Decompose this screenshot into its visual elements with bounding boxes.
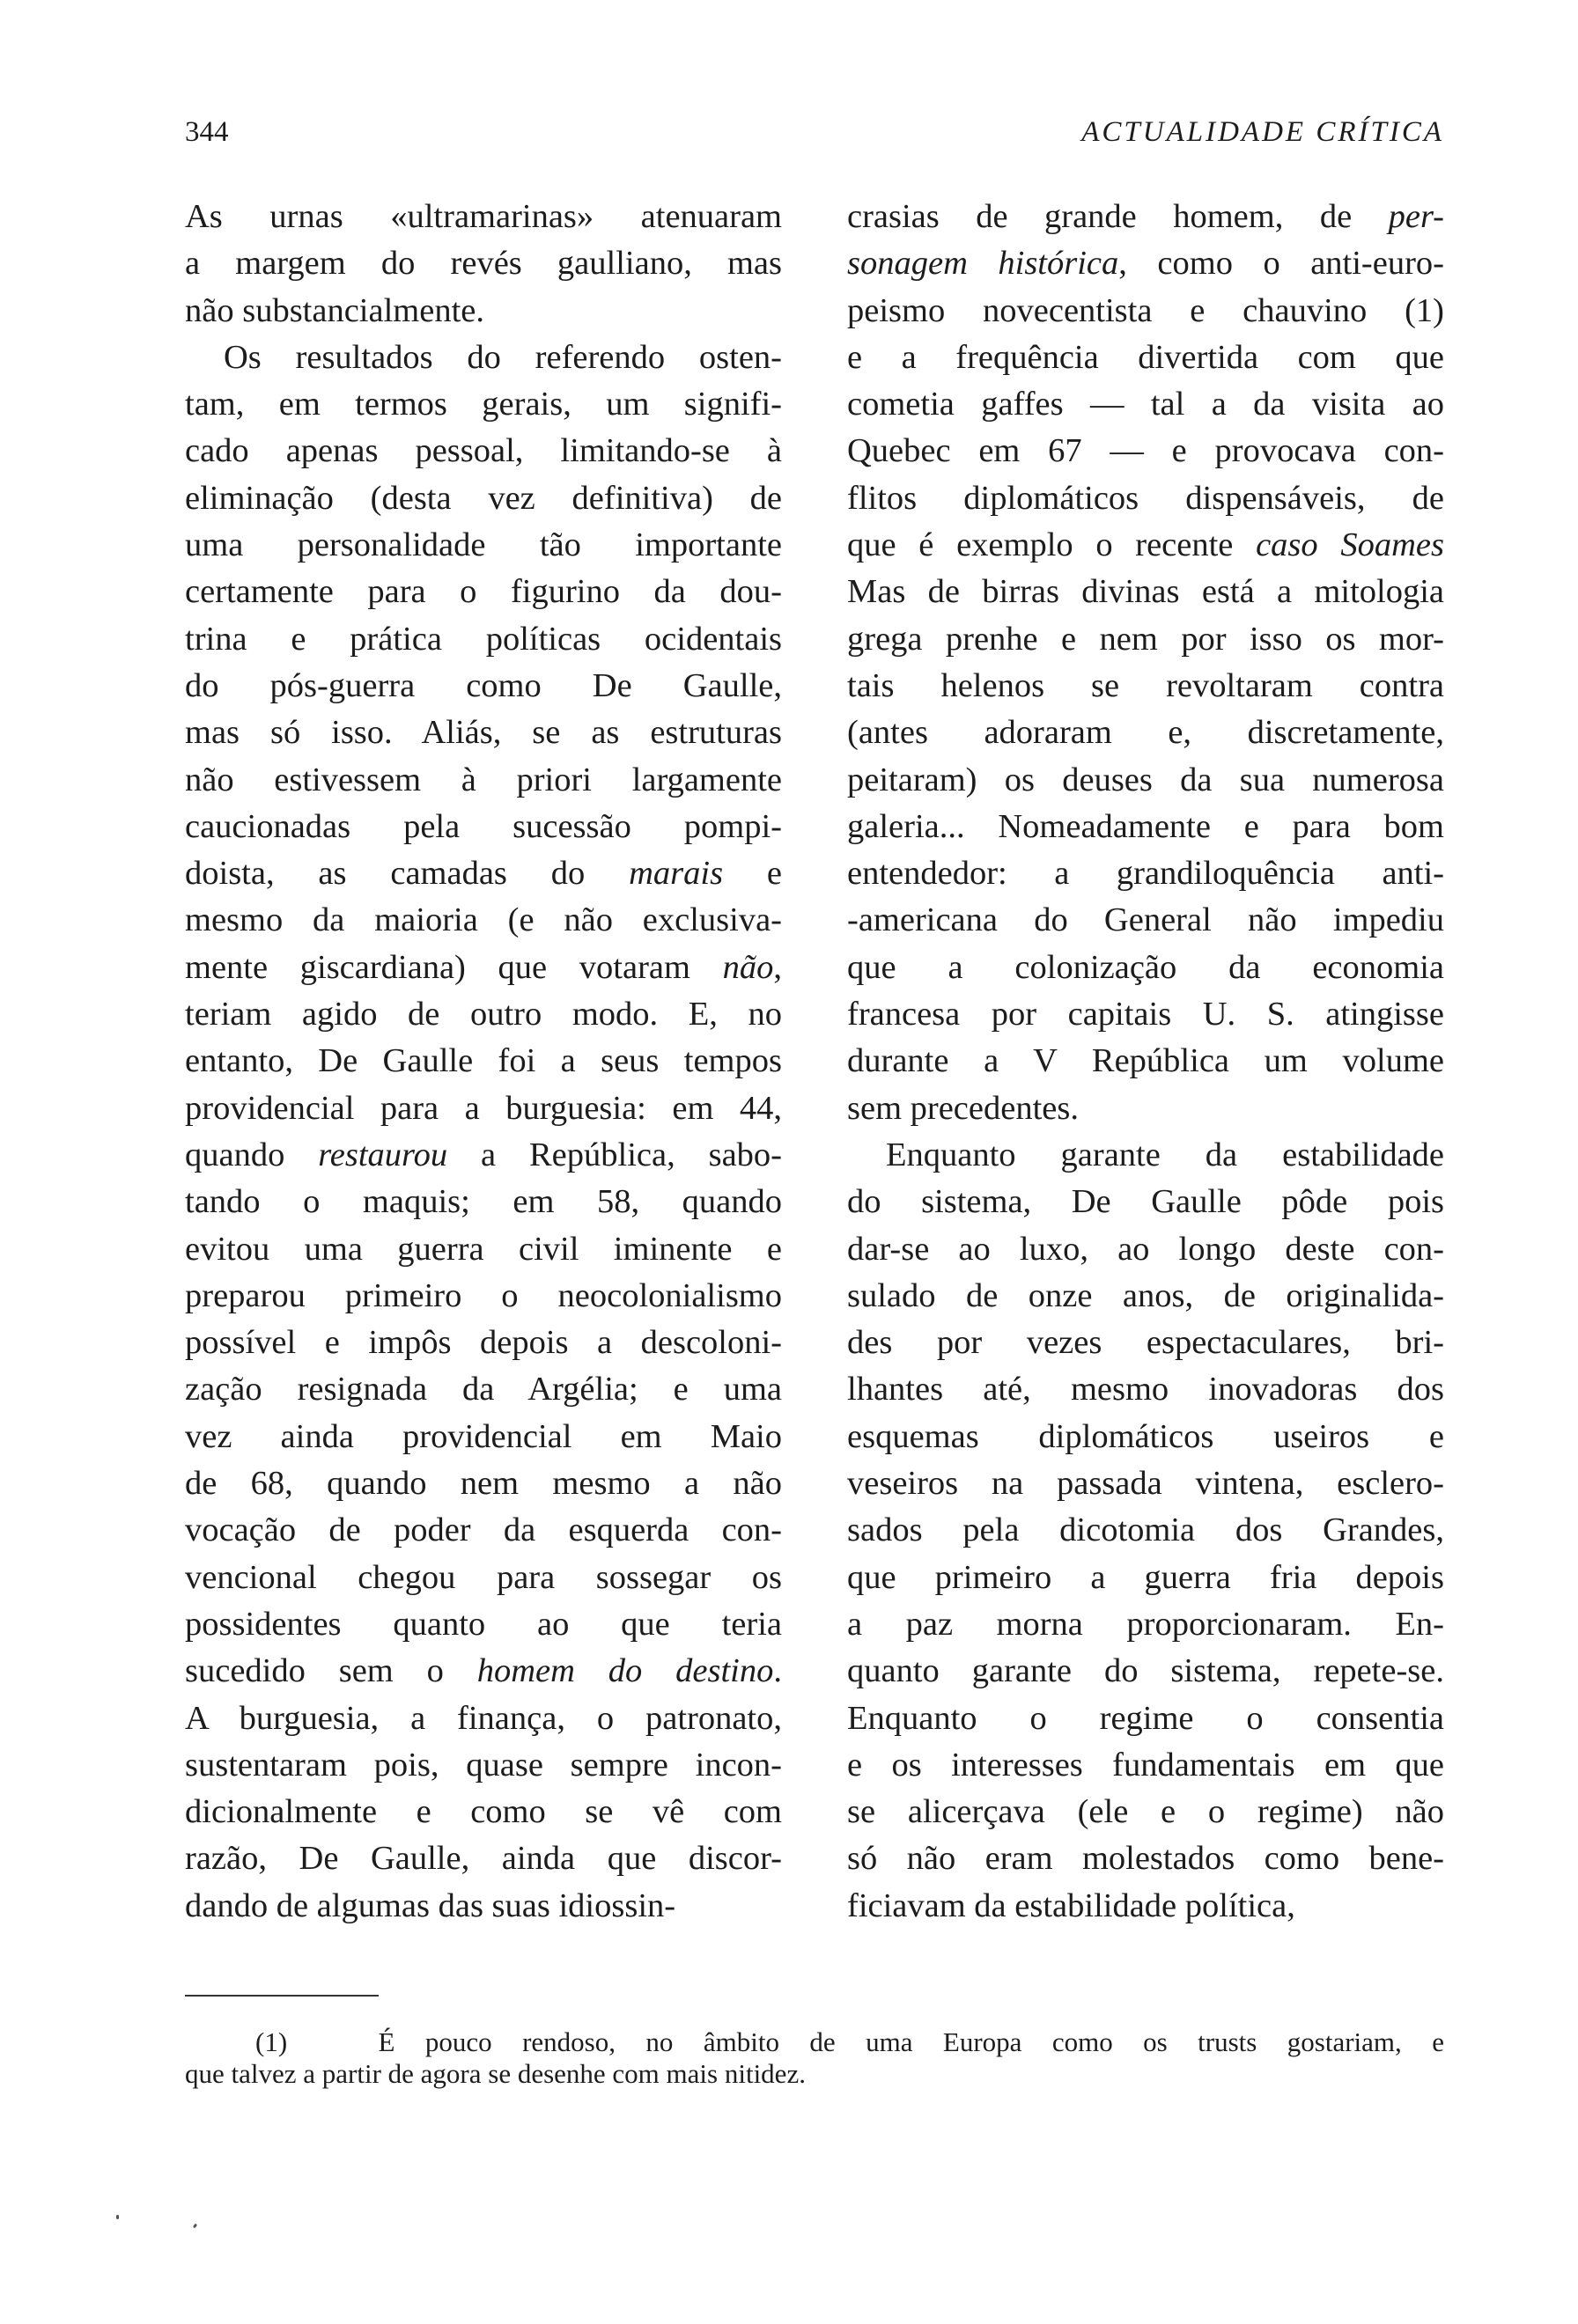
text-line (847, 288, 1444, 335)
text-run: esquemas diplomáticos useiros e (847, 1417, 1444, 1455)
print-speck (116, 2215, 119, 2219)
text-run: peismo novecentista e chauvino (1) (847, 291, 1444, 329)
text-line (185, 194, 782, 240)
text-line (847, 335, 1444, 381)
text-line (847, 1648, 1444, 1695)
text-line (185, 757, 782, 804)
text-line (185, 945, 782, 991)
footnote-text-1: É pouco rendoso, no âmbito de uma Europa como os trusts gostariam, e (378, 2026, 1444, 2057)
text-line (185, 1555, 782, 1601)
text-run: flitos diplomáticos dispensáveis, de (847, 479, 1444, 517)
text-line (185, 1179, 782, 1225)
text-run: quanto garante do sistema, repete-se. (847, 1652, 1444, 1690)
text-run: entanto, De Gaulle foi a seus tempos (185, 1042, 782, 1080)
text-run: As urnas «ultramarinas» atenuaram (185, 198, 782, 235)
text-run: peitaram) os deuses da sua numerosa (847, 761, 1444, 798)
text-run: cometia gaffes — tal a da visita ao (847, 386, 1444, 423)
text-run: quando (185, 1136, 319, 1173)
text-line (847, 1320, 1444, 1366)
text-line (847, 1132, 1444, 1179)
text-run: galeria... Nomeadamente e para bom (847, 807, 1444, 845)
text-run: ficiavam da estabilidade política, (847, 1886, 1295, 1924)
text-run: não estivessem à priori largamente (185, 761, 782, 798)
text-run: Enquanto garante da estabilidade (886, 1136, 1444, 1173)
text-line (847, 1179, 1444, 1225)
text-run: cado apenas pessoal, limitando-se à (185, 432, 782, 470)
text-line (185, 850, 782, 897)
text-line (185, 522, 782, 569)
text-line (847, 569, 1444, 615)
text-line (185, 710, 782, 756)
text-run: tais helenos se revoltaram contra (847, 666, 1444, 704)
text-line (847, 428, 1444, 474)
text-line (185, 1695, 782, 1742)
text-line (847, 1883, 1444, 1930)
text-line (847, 381, 1444, 428)
text-run: (antes adoraram e, discretamente, (847, 714, 1444, 752)
text-run: crasias de grande homem, de (847, 198, 1389, 235)
text-run: veseiros na passada vintena, esclero- (847, 1465, 1444, 1503)
text-run: , (773, 948, 782, 986)
text-line (185, 288, 782, 335)
text-line (185, 475, 782, 522)
text-line (847, 1273, 1444, 1320)
text-line (847, 1789, 1444, 1835)
text-run: vez ainda providencial em Maio (185, 1417, 782, 1455)
text-run: durante a V República um volume (847, 1042, 1444, 1080)
text-run: des por vezes espectaculares, bri- (847, 1324, 1444, 1362)
print-speck (193, 2224, 197, 2229)
text-line (185, 1507, 782, 1554)
text-line (847, 710, 1444, 756)
italic-phrase: caso Soames (1256, 526, 1444, 564)
text-line (847, 1226, 1444, 1273)
footnote-line-2: que talvez a partir de agora se desenhe com mais nitidez. (185, 2058, 806, 2089)
text-run: providencial para a burguesia: em 44, (185, 1089, 782, 1127)
text-line (185, 1883, 782, 1930)
left-text-column (185, 194, 782, 1930)
text-run: evitou uma guerra civil iminente e (185, 1230, 782, 1268)
text-line (185, 1132, 782, 1179)
running-head: ACTUALIDADE CRÍTICA (1081, 116, 1444, 148)
text-run: uma personalidade tão importante (185, 526, 782, 564)
text-run: sucedido sem o (185, 1652, 477, 1690)
text-run: Mas de birras divinas está a mitologia (847, 573, 1444, 611)
text-run: A burguesia, a finança, o patronato, (185, 1699, 782, 1737)
text-line (185, 1320, 782, 1366)
text-line (847, 804, 1444, 850)
text-run: vocação de poder da esquerda con- (185, 1511, 782, 1549)
text-run: francesa por capitais U. S. atingisse (847, 996, 1444, 1033)
text-run: sustentaram pois, quase sempre incon- (185, 1746, 782, 1783)
text-line (847, 1366, 1444, 1413)
footnote-line-1 (185, 2026, 1444, 2058)
text-line (185, 240, 782, 287)
text-run: mesmo da maioria (e não exclusiva- (185, 901, 782, 939)
text-run: não substancialmente. (185, 291, 484, 329)
text-line (185, 1273, 782, 1320)
text-line (847, 991, 1444, 1038)
text-line (847, 194, 1444, 240)
text-run: dicionalmente e como se vê com (185, 1793, 782, 1831)
italic-phrase: homem do destino (476, 1652, 774, 1690)
text-run: possível e impôs depois a descoloni- (185, 1324, 782, 1362)
text-line (185, 616, 782, 663)
text-run: e os interesses fundamentais em que (847, 1746, 1444, 1783)
text-line (847, 757, 1444, 804)
text-run: de 68, quando nem mesmo a não (185, 1465, 782, 1503)
footnote (185, 2026, 1444, 2090)
text-run: eliminação (desta vez definitiva) de (185, 479, 782, 517)
text-run: a margem do revés gaulliano, mas (185, 245, 782, 283)
text-run: possidentes quanto ao que teria (185, 1605, 782, 1643)
text-run: grega prenhe e nem por isso os mor- (847, 620, 1444, 658)
text-run: . (773, 1652, 782, 1690)
text-line (847, 1460, 1444, 1507)
text-line (847, 1695, 1444, 1742)
text-line (185, 1601, 782, 1648)
text-line (847, 1038, 1444, 1085)
text-run: que primeiro a guerra fria depois (847, 1558, 1444, 1596)
text-line (185, 1648, 782, 1695)
text-run: Os resultados do referendo osten- (224, 338, 782, 376)
text-line (847, 475, 1444, 522)
italic-phrase: não (722, 948, 774, 986)
text-run: e a frequência divertida com que (847, 338, 1444, 376)
text-run: vencional chegou para sossegar os (185, 1558, 782, 1596)
text-run: trina e prática políticas ocidentais (185, 620, 782, 658)
text-line (185, 1742, 782, 1789)
text-line (185, 1414, 782, 1460)
text-line (847, 663, 1444, 710)
text-run: razão, De Gaulle, ainda que discor- (185, 1840, 782, 1878)
page-number: 344 (185, 116, 229, 148)
page-header (185, 116, 1444, 157)
text-run: teriam agido de outro modo. E, no (185, 996, 782, 1033)
text-line (847, 240, 1444, 287)
text-line (185, 335, 782, 381)
text-run: sulado de onze anos, de originalida- (847, 1276, 1444, 1314)
text-run: lhantes até, mesmo inovadoras dos (847, 1371, 1444, 1408)
text-run: mas só isso. Aliás, se as estruturas (185, 714, 782, 752)
text-run: a República, sabo- (447, 1136, 782, 1173)
text-line (847, 1835, 1444, 1882)
text-run: sem precedentes. (847, 1089, 1079, 1127)
text-run: dar-se ao luxo, ao longo deste con- (847, 1230, 1444, 1268)
text-run: caucionadas pela sucessão pompi- (185, 807, 782, 845)
text-line (847, 897, 1444, 944)
text-line (847, 1414, 1444, 1460)
text-line (185, 991, 782, 1038)
text-line (847, 1507, 1444, 1554)
text-run: zação resignada da Argélia; e uma (185, 1371, 782, 1408)
text-run: Quebec em 67 — e provocava con- (847, 432, 1444, 470)
text-line (185, 663, 782, 710)
text-line (847, 522, 1444, 569)
text-run: sados pela dicotomia dos Grandes, (847, 1511, 1444, 1549)
text-run: doista, as camadas do (185, 855, 630, 893)
text-run: do pós-guerra como De Gaulle, (185, 666, 782, 704)
text-line (847, 1742, 1444, 1789)
text-line (185, 1038, 782, 1085)
text-line (185, 428, 782, 474)
italic-phrase: sonagem histórica (847, 245, 1119, 283)
text-line (847, 616, 1444, 663)
text-run: que é exemplo o recente (847, 526, 1257, 564)
text-line (847, 945, 1444, 991)
text-run: -americana do General não impediu (847, 901, 1444, 939)
text-run: mente giscardiana) que votaram (185, 948, 723, 986)
text-run: Enquanto o regime o consentia (847, 1699, 1444, 1737)
text-line (185, 804, 782, 850)
footnote-marker: (1) (255, 2026, 288, 2057)
footnote-separator-rule (185, 1995, 379, 1997)
text-run: tando o maquis; em 58, quando (185, 1183, 782, 1221)
text-run: só não eram molestados como bene- (847, 1840, 1444, 1878)
text-line (847, 1601, 1444, 1648)
text-run: entendedor: a grandiloquência anti- (847, 855, 1444, 893)
italic-phrase: per- (1388, 198, 1444, 235)
text-line (185, 1085, 782, 1132)
text-line (847, 1085, 1444, 1132)
text-line (185, 569, 782, 615)
text-line (185, 1366, 782, 1413)
text-line (185, 381, 782, 428)
text-run: dando de algumas das suas idiossin- (185, 1886, 676, 1924)
text-line (185, 897, 782, 944)
text-run: certamente para o figurino da dou- (185, 573, 782, 611)
text-run: a paz morna proporcionaram. En- (847, 1605, 1444, 1643)
italic-phrase: marais (629, 855, 724, 893)
right-text-column (847, 194, 1444, 1930)
text-run: do sistema, De Gaulle pôde pois (847, 1183, 1444, 1221)
text-line (847, 850, 1444, 897)
text-run: que a colonização da economia (847, 948, 1444, 986)
italic-phrase: restaurou (318, 1136, 448, 1173)
text-line (847, 1555, 1444, 1601)
text-line (185, 1226, 782, 1273)
text-run: , como o anti-euro- (1118, 245, 1444, 283)
text-run: se alicerçava (ele e o regime) não (847, 1793, 1444, 1831)
text-line (185, 1460, 782, 1507)
text-run: tam, em termos gerais, um signifi- (185, 386, 782, 423)
text-line (185, 1789, 782, 1835)
text-run: e (723, 855, 782, 893)
text-run: preparou primeiro o neocolonialismo (185, 1276, 782, 1314)
text-line (185, 1835, 782, 1882)
